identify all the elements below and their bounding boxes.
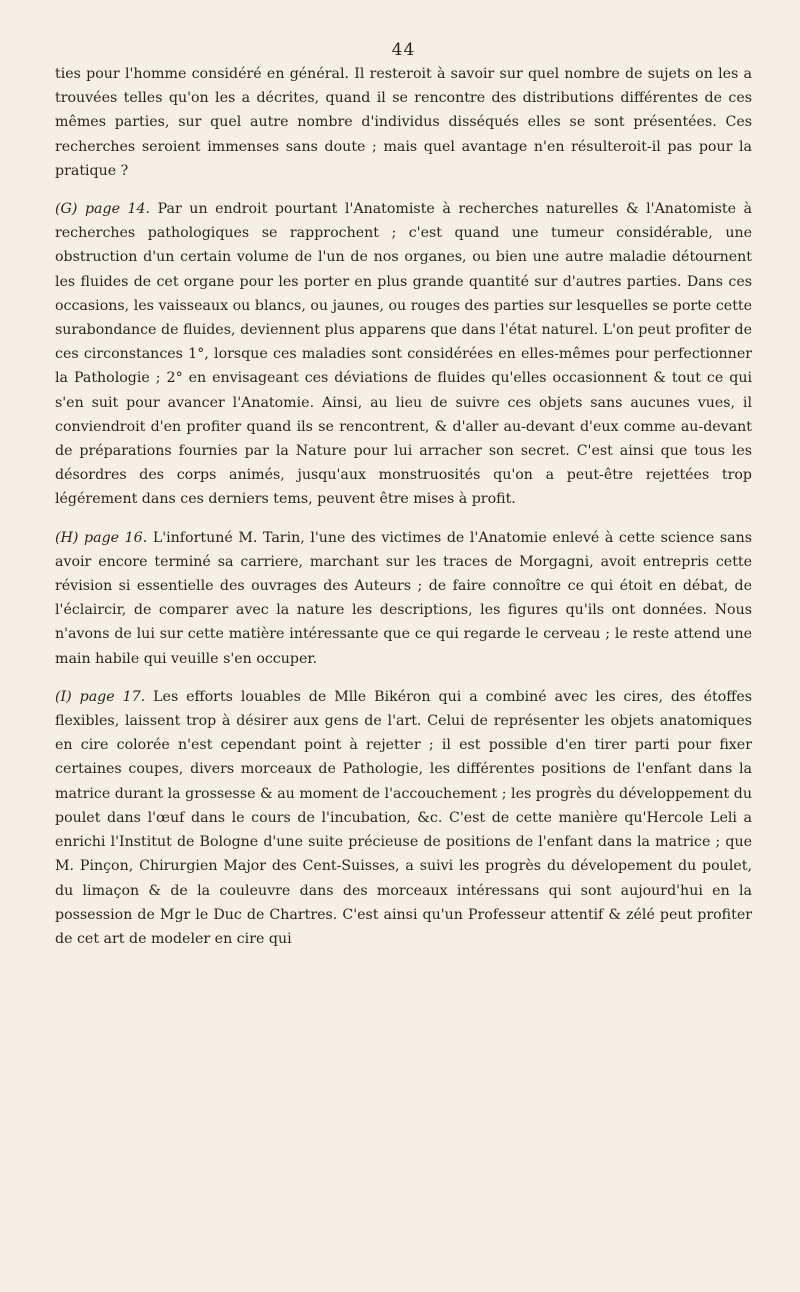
note-page-ref: page 16.	[84, 529, 148, 546]
note-label: (H)	[55, 529, 79, 546]
note-label: (G)	[55, 201, 78, 218]
page-number: 44	[391, 40, 416, 60]
note-i	[55, 685, 752, 951]
note-label: (I)	[55, 688, 72, 705]
note-h	[55, 526, 752, 671]
note-page-ref: page 17.	[79, 688, 146, 705]
note-text: Par un endroit pourtant l'Anatomiste à recherches naturelles & l'Anatomiste à recherches pathologiques se rapprochent ; c'est quand une tumeur considérable, une obstruction d'un certain volume de l'un de nos organes, ou bien une autre maladie détournent les fluides de cet organe pour les porter en plus grande quantité sur d'autres parties. Dans ces occasions, les vaisseaux ou blancs, ou jaunes, ou rouges des parties sur lesquelles se porte cette surabondance de fluides, deviennent plus apparens que dans l'état naturel. L'on peut profiter de ces circonstances 1°, lorsque ces maladies sont considérées en elles-mêmes pour perfectionner la Pathologie ; 2° en envisageant ces déviations de fluides qu'elles occasionnent & tout ce qui s'en suit pour avancer l'Anatomie. Ainsi, au lieu de suivre ces objets sans aucunes vues, il conviendroit d'en profiter quand ils se rencontrent, & d'aller au-devant d'eux comme au-devant de préparations fournies par la Nature pour lui arracher son secret. C'est ainsi que tous les désordres des corps animés, jusqu'aux monstruosités qu'on a peut-être rejettées trop légérement dans ces derniers tems, peuvent être mises à profit.	[55, 201, 753, 508]
note-text: L'infortuné M. Tarin, l'une des victimes de l'Anatomie enlevé à cette science sans avoir encore terminé sa carriere, marchant sur les traces de Morgagni, avoit entrepris cette révision si essentielle des ouvrages des Auteurs ; de faire connoître ce qui étoit en débat, de l'éclaircir, de comparer avec la nature les descriptions, les figures qu'ils ont données. Nous n'avons de lui sur cette matière intéressante que ce qui regarde le cerveau ; le reste attend une main habile qui veuille s'en occuper.	[55, 529, 753, 667]
paragraph-continuation	[55, 62, 752, 183]
note-text: Les efforts louables de Mlle Bikéron qui a combiné avec les cires, des étoffes flexibles, laissent trop à désirer aux gens de l'art. Celui de représenter les objets anatomiques en cire colorée n'est cependant point à rejetter ; il est possible d'en tirer parti pour fixer certaines coupes, divers morceaux de Pathologie, les différentes positions de l'enfant dans la matrice durant la grossesse & au moment de l'accouchement ; les progrès du développement du poulet dans l'œuf dans le cours de l'incubation, &c. C'est de cette manière qu'Hercole Leli a enrichi l'Institut de Bologne d'une suite précieuse de positions de l'enfant dans la matrice ; que M. Pinçon, Chirurgien Major des Cent-Suisses, a suivi les progrès du dévelopement du poulet, du limaçon & de la couleuvre dans des morceaux intéressans qui sont aujourd'hui en la possession de Mgr le Duc de Chartres. C'est ainsi qu'un Professeur attentif & zélé peut profiter de cet art de modeler en cire qui	[55, 688, 753, 947]
paragraph-text: ties pour l'homme considéré en général. Il resteroit à savoir sur quel nombre de sujets on les a trouvées telles qu'on les a décrites, quand il se rencontre des distributions différentes de ces mêmes parties, sur quel autre nombre d'individus disséqués elles se sont présentées. Ces recherches seroient immenses sans doute ; mais quel avantage n'en résulteroit-il pas pour la pratique ?	[55, 66, 752, 179]
note-g	[55, 197, 752, 512]
note-page-ref: page 14.	[84, 201, 151, 218]
